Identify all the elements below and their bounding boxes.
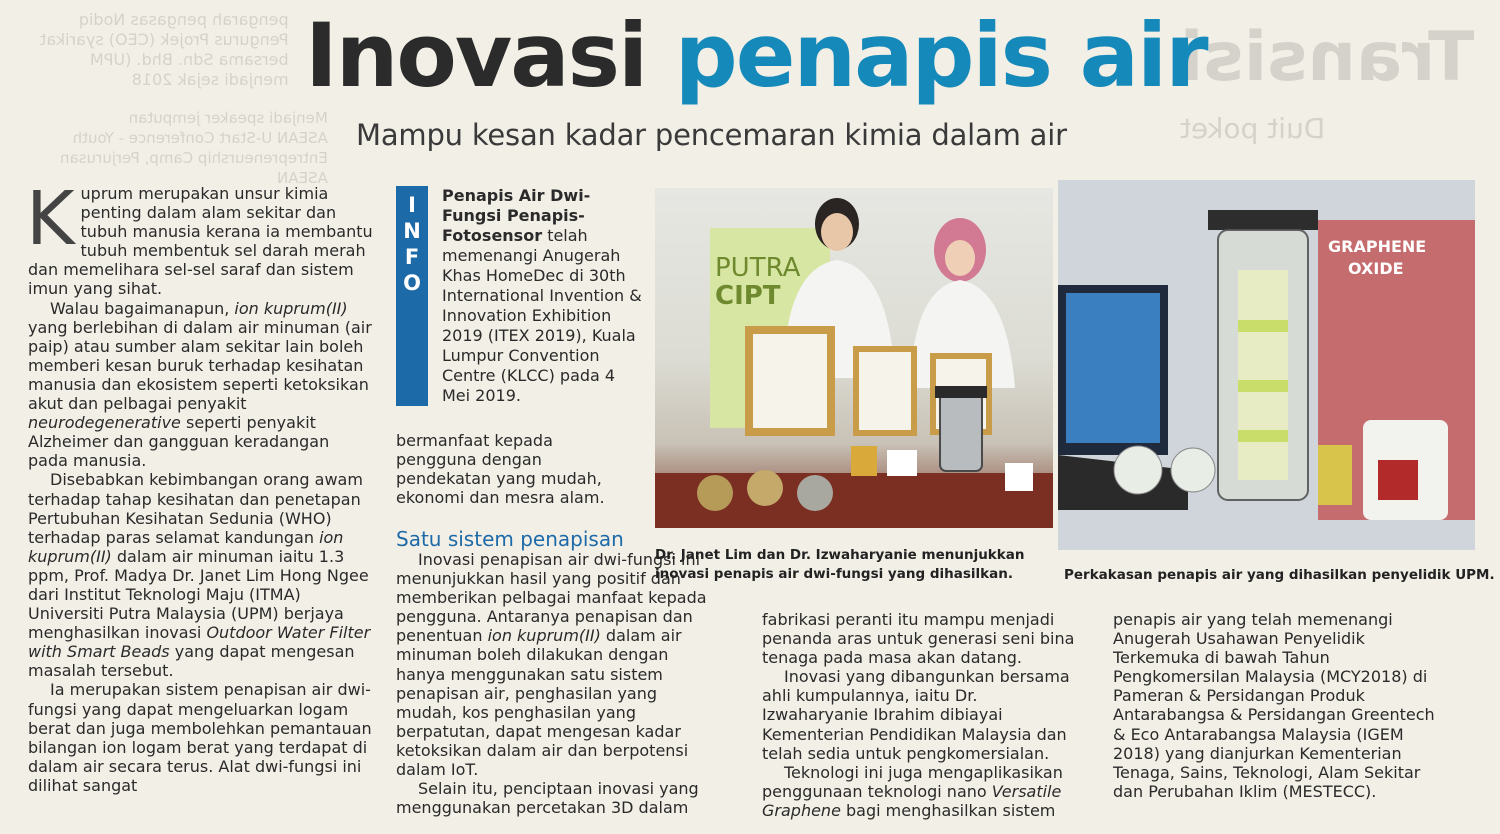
medal	[797, 475, 833, 511]
italic-term: ion kuprum(II)	[28, 527, 344, 566]
jar	[887, 450, 917, 476]
article-column-3	[762, 610, 1082, 820]
info-letter: N	[403, 219, 421, 243]
laptop-display	[1066, 293, 1160, 443]
paragraph	[762, 763, 1082, 820]
medal	[747, 470, 783, 506]
trophy	[851, 446, 877, 476]
paragraph	[28, 470, 374, 680]
italic-term: neurodegenerative	[28, 413, 181, 433]
article-column-2	[396, 550, 708, 817]
filter-cap	[935, 386, 987, 398]
person-face	[821, 213, 853, 251]
text: Teknologi ini juga mengaplikasikan penggunaan teknologi nano	[762, 762, 1063, 801]
filter-cartridge	[1238, 270, 1288, 480]
italic-term: Versatile Graphene	[762, 781, 1062, 820]
jar-logo	[1378, 460, 1418, 500]
poster-label-graphene: GRAPHENE	[1328, 237, 1427, 256]
sample-disc	[1171, 448, 1215, 492]
text: dalam air minuman iaitu 1.3 ppm, Prof. Madya Dr. Janet Lim Hong Ngee dari Institut Teknologi Maju (ITMA) Universiti Putra Malaysia (UPM) berjaya menghasilkan inovasi	[28, 546, 369, 643]
certificate	[753, 334, 827, 428]
show-through-sub: Duit poket	[1180, 112, 1326, 145]
filter-bead-band	[1238, 320, 1288, 332]
text: yang dapat mengesan masalah tersebut.	[28, 642, 355, 681]
paragraph: bermanfaat kepada pengguna dengan pendekatan yang mudah, ekonomi dan mesra alam.	[396, 431, 605, 508]
banner-text-putra: PUTRA	[715, 253, 801, 283]
paragraph	[396, 550, 708, 779]
text: seperti penyakit Alzheimer dan gangguan keradangan pada manusia.	[28, 413, 330, 471]
paragraph	[28, 299, 374, 471]
photo2-caption: Perkakasan penapis air yang dihasilkan penyelidik UPM.	[1064, 567, 1495, 583]
info-label-bar	[396, 186, 428, 406]
paragraph: Selain itu, penciptaan inovasi yang menggunakan percetakan 3D dalam	[396, 779, 699, 818]
paragraph: Ia merupakan sistem penapisan air dwi-fungsi yang dapat mengeluarkan logam berat dan juga membolehkan pemantauan bilangan ion logam berat yang terdapat di dalam air secara terus. Alat dwi-fungsi ini dilihat sangat	[28, 680, 372, 795]
medal	[697, 475, 733, 511]
article-column-1	[26, 176, 374, 795]
text: Walau bagaimanapun,	[50, 298, 235, 318]
show-through-big: Transisi	[1180, 18, 1475, 97]
filter-cap	[1208, 210, 1318, 230]
filter-bead-band	[1238, 430, 1288, 442]
sample-vial	[1318, 445, 1352, 505]
banner-text-cipt: CIPT	[715, 281, 781, 311]
headline	[305, 0, 1207, 112]
info-letter: I	[408, 193, 416, 217]
paragraph: penapis air yang telah memenangi Anugerah Usahawan Penyelidik Terkemuka di bawah Tahun Pengkomersilan Malaysia (MCY2018) di Pameran & Persidangan Produk Antarabangsa & Persidangan Greentech & Eco Antarabangsa Malaysia (IGEM 2018) yang dianjurkan Kementerian Tenaga, Sains, Teknologi, Alam Sekitar dan Perubahan Iklim (MESTECC).	[1113, 610, 1435, 801]
section-heading: Satu sistem penapisan	[396, 527, 624, 551]
show-through-bullet2: Menjadi speaker jemputan ASEAN U-Start Conference - Youth Entrepreneurship Camp, Perjurusan ASEAN	[60, 109, 328, 187]
photo-researchers	[655, 188, 1053, 528]
info-letter: O	[403, 271, 421, 295]
headline-word-penapis-air: penapis air	[674, 4, 1207, 107]
show-through-bullets: pengarah pengasas Nodiq Pengurus Projek (CEO) syarikat bersama Sdn. Bhd. (UPM menjadi sejak 2018	[40, 10, 289, 89]
subheadline: Mampu kesan kadar pencemaran kimia dalam air	[356, 118, 1067, 152]
water-filter	[940, 393, 982, 471]
article-column-4	[1113, 610, 1443, 801]
drop-cap: K	[26, 176, 75, 262]
italic-term: Outdoor Water Filter with Smart Beads	[28, 623, 371, 662]
photo-equipment	[1058, 180, 1475, 550]
text: Disebabkan kebimbangan orang awam terhadap tahap kesihatan dan penetapan Pertubuhan Kesihatan Sedunia (WHO) terhadap paras selamat kandungan	[28, 470, 363, 547]
filter-bead-band	[1238, 380, 1288, 392]
info-letter: F	[404, 245, 420, 269]
info-box-title: Penapis Air Dwi-Fungsi Penapis-Fotosensor	[442, 186, 591, 245]
researchers-photo-illustration	[655, 188, 1053, 528]
sample-disc	[1114, 446, 1162, 494]
text: Inovasi penapisan air dwi-fungsi ini menunjukkan hasil yang positif dan memberikan pelbagai manfaat kepada pengguna. Antaranya penapisan dan penentuan	[396, 550, 707, 646]
certificate	[859, 352, 911, 430]
italic-term: ion kuprum(II)	[487, 626, 601, 646]
equipment-photo-illustration	[1058, 180, 1475, 550]
person-face	[945, 240, 975, 276]
paragraph: fabrikasi peranti itu mampu menjadi penanda aras untuk generasi seni bina tenaga pada masa akan datang.	[762, 610, 1075, 668]
italic-term: ion kuprum(II)	[234, 298, 348, 318]
photo1-caption-line2: inovasi penapis air dwi-fungsi yang dihasilkan.	[655, 566, 1013, 582]
paragraph: Inovasi yang dibangunkan bersama ahli kumpulannya, iaitu Dr. Izwaharyanie Ibrahim dibiayai Kementerian Pendidikan Malaysia dan telah sedia untuk pengkomersialan.	[762, 667, 1070, 763]
text: dalam air minuman boleh dilakukan dengan hanya menggunakan satu sistem penapisan air, penghasilan yang mudah, kos penghasilan yang berpatutan, dapat mengesan kadar ketoksikan dalam air dan berpotensi dalam IoT.	[396, 626, 689, 780]
article-column-2-top	[396, 431, 628, 507]
info-box-body: telah memenangi Anugerah Khas HomeDec di 30th International Invention & Innovation Exhibition 2019 (ITEX 2019), Kuala Lumpur Convention Centre (KLCC) pada 4 Mei 2019.	[442, 226, 642, 405]
text: bagi menghasilkan sistem	[840, 800, 1056, 820]
text: yang berlebihan di dalam air minuman (air paip) atau sumber alam sekitar lain boleh memberi kesan buruk terhadap kesihatan manusia dan ekosistem seperti ketoksikan akut dan pelbagai penyakit	[28, 317, 372, 414]
photo1-caption-line1: Dr. Janet Lim dan Dr. Izwaharyanie menunjukkan	[655, 547, 1025, 563]
poster-label-oxide: OXIDE	[1348, 259, 1404, 278]
jar	[1005, 463, 1033, 491]
paragraph-text: uprum merupakan unsur kimia penting dalam alam sekitar dan tubuh manusia kerana ia membantu tubuh membentuk sel darah merah dan memelihara sel-sel saraf dan sistem imun yang sihat.	[28, 184, 373, 299]
paragraph	[26, 176, 374, 299]
headline-word-inovasi: Inovasi	[305, 4, 647, 107]
info-box-text	[442, 186, 642, 406]
